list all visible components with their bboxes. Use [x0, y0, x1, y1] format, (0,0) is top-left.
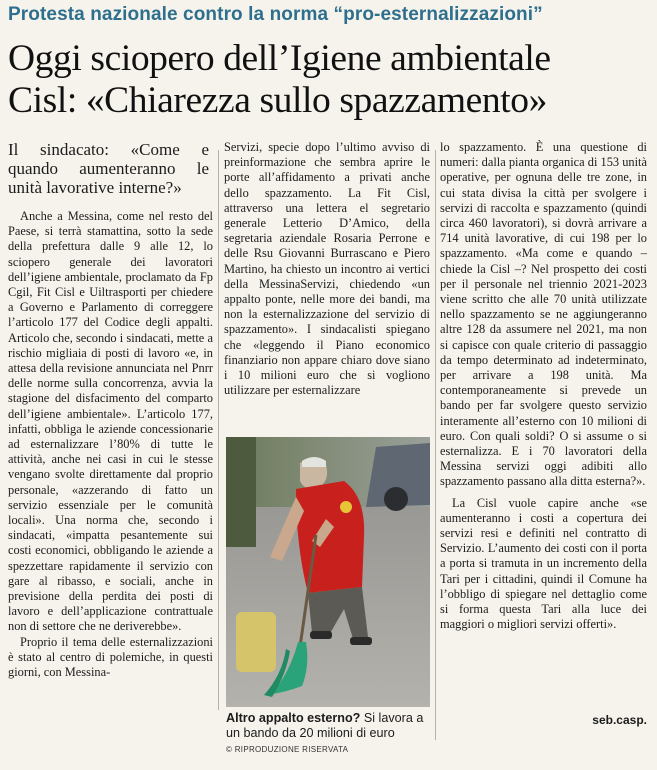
caption-bold: Altro appalto esterno? — [226, 711, 361, 725]
column-3 — [440, 140, 647, 633]
column-1 — [8, 140, 213, 680]
headline-line-2: Cisl: «Chiarezza sullo spazzamento» — [8, 80, 547, 121]
photo-illustration — [226, 437, 430, 707]
body-paragraph: Anche a Messina, come nel resto del Paese, si terrà stamattina, sotto la sede della prefettura dalle 9 alle 12, lo sciopero generale dei lavoratori dell’igiene ambientale, proclamato da Fp Cgil, Fit Cisl e Uiltrasporti per chiedere a Governo e Parlamento di correggere l’articolo 177 del Codice degli appalti. Articolo che, secondo i sindacati, mette a rischio migliaia di posti di lavoro «e, in attesa della revisione annunciata nel Pnrr delle norme sulla concorrenza, avvia la stagione del disfacimento del comparto dell’igiene ambientale». L’articolo 177, infatti, obbliga le aziende concessionarie ad esternalizzare l’80% di tutte le attività, anche nei casi in cui le stesse vengano svolte direttamente dal proprio personale, «azzerando di fatto un servizio essenziale per le comunità locali». Una norma che, secondo i sindacati, «impatta pesantemente sui costi economici, obbligando le aziende a spezzettare rapidamente il servizio con gare al ribasso, e sociali, anche in previsione della perdita dei posti di lavoro e dell’applicazione contrattuale non di settore che ne deriverebbe». — [8, 209, 213, 634]
body-paragraph: Proprio il tema delle esternalizzazioni è stato al centro di polemiche, in questi giorni, con Messina- — [8, 634, 213, 680]
author-signature: seb.casp. — [592, 713, 647, 727]
body-paragraph: Servizi, specie dopo l’ultimo avviso di preinformazione che sembra aprire le porte all’affidamento a privati anche dello spazzamento. La Fit Cisl, attraverso una lettera el segretario generale Letterio D’Amico, della segretaria aziendale Rosaria Perrone e delle Rsu Giovanni Burrascano e Piero Martino, ha chiesto un incontro ai vertici della MessinaServizi, chiedendo «un appalto ponte, nelle more dei bandi, ma non la esternalizzazione del servizio di spazzamento». I sindacalisti spiegano che «leggendo il Piano economico finanziario non appare chiaro dove siano i 10 milioni euro che si vogliono utilizzare per esternalizzare — [224, 140, 430, 398]
column-rule-1 — [218, 150, 219, 710]
street-sweeper-photo — [226, 437, 430, 707]
body-paragraph: La Cisl vuole capire anche «se aumenteranno i costi a copertura dei servizi resi e definiti nel contratto di Servizio. L’aumento dei costi con il porta a porta si tramuta in un incremento della Tari per i cittadini, quindi il Comune ha l’obbligo di spiegare nel dettaglio come si forma questa Tari alla luce dei maggiori o migliori servizi offerti». — [440, 495, 647, 632]
body-paragraph: lo spazzamento. È una questione di numeri: dalla pianta organica di 153 unità operative, per ognuna delle tre zone, in cui stata divisa la città per svolgere i servizi di raccolta e spazzamento (quindi circa 460 lavoratori), si dovrà arrivare a 714 unità lavorative, di cui 198 per lo spazzamento. «Ma come e quando – chiede la Cisl –? Nel prospetto dei costi per il personale nel triennio 2021-2023 viene scritto che alle 70 unità utilizzate nello spazzamento se ne aggiungeranno altre 128 da assumere nel 2021, ma non si capisce con quale criterio di passaggio da tempo determinato ad indeterminato, per arrivare a 198 unità. Ma contemporaneamente si prevede un bando per far svolgere questo servizio interamente all’esterno con 10 milioni di euro. Con quali soldi? O si assume o si esternalizza. E i 70 lavoratori della Messina servizi oggi adibiti allo spazzamento passano alla ditta esterna?». — [440, 140, 647, 489]
photo-caption — [226, 711, 436, 741]
column-rule-2 — [435, 150, 436, 740]
caption-text: Si lavora a un bando da 20 milioni di euro — [226, 711, 424, 740]
subhead: Il sindacato: «Come e quando aumenteranno le unità lavorative interne?» — [8, 140, 209, 197]
headline — [8, 38, 653, 122]
kicker: Protesta nazionale contro la norma “pro-esternalizzazioni” — [8, 4, 543, 25]
column-2 — [224, 140, 430, 398]
copyright-notice: © RIPRODUZIONE RISERVATA — [226, 745, 349, 754]
headline-line-1: Oggi sciopero dell’Igiene ambientale — [8, 38, 551, 79]
